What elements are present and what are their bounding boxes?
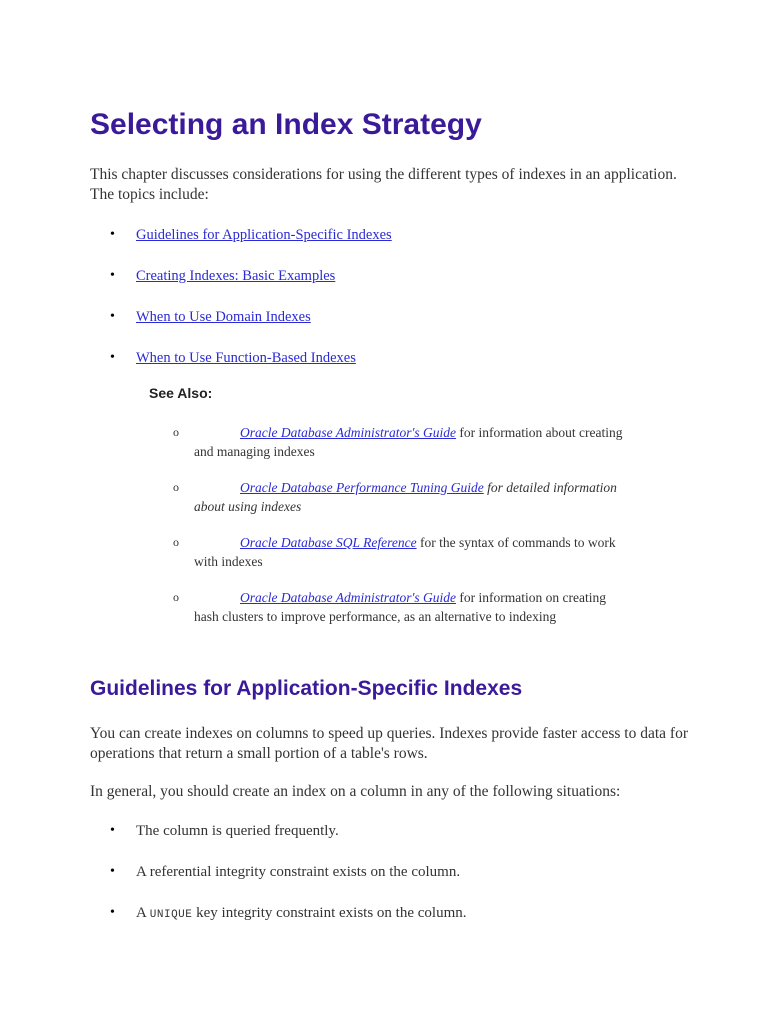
bullet-icon: • xyxy=(110,309,115,324)
section-heading: Guidelines for Application-Specific Indexes xyxy=(90,677,523,700)
situation-text-suffix: key integrity constraint exists on the column. xyxy=(192,905,467,921)
situation-text xyxy=(136,903,467,925)
topic-link-function-based-indexes[interactable]: When to Use Function-Based Indexes xyxy=(136,350,356,366)
see-also-link-admin-guide-hash[interactable]: Oracle Database Administrator's Guide xyxy=(240,590,457,605)
see-also-item-text: for the syntax of commands to work with indexes xyxy=(194,535,616,569)
see-also-item-body xyxy=(194,478,633,516)
see-also-heading: See Also: xyxy=(149,385,213,401)
code-keyword: UNIQUE xyxy=(149,909,193,921)
situation-text: A referential integrity constraint exists on the column. xyxy=(136,864,461,880)
see-also-item-text: for information about creating and managing indexes xyxy=(194,425,623,459)
bullet-icon: • xyxy=(110,905,115,920)
see-also-item-body xyxy=(194,588,633,626)
see-also-item xyxy=(173,533,633,571)
list-marker: o xyxy=(173,590,179,604)
list-marker: o xyxy=(173,425,179,439)
see-also-item xyxy=(173,478,633,516)
list-marker: o xyxy=(173,480,179,494)
see-also-item-text: for detailed information about using indexes xyxy=(194,480,617,514)
section-paragraph: You can create indexes on columns to speed up queries. Indexes provide faster access to data for operations that return a small portion of a table's rows. xyxy=(90,725,688,762)
topic-link-guidelines[interactable]: Guidelines for Application-Specific Indexes xyxy=(136,227,392,243)
bullet-icon: • xyxy=(110,823,115,838)
bullet-icon: • xyxy=(110,350,115,365)
see-also-link-tuning-guide[interactable]: Oracle Database Performance Tuning Guide xyxy=(240,480,484,495)
see-also-item-text: for information on creating hash clusters to improve performance, as an alternative to indexing xyxy=(194,590,606,624)
see-also-item xyxy=(173,588,633,626)
bullet-icon: • xyxy=(110,268,115,283)
situation-text-prefix: A xyxy=(136,905,150,921)
see-also-item-body xyxy=(194,423,633,461)
page-title: Selecting an Index Strategy xyxy=(90,108,482,141)
intro-paragraph: This chapter discusses considerations for using the different types of indexes in an application. The topics include: xyxy=(90,166,677,203)
section-paragraph: In general, you should create an index on a column in any of the following situations: xyxy=(90,783,621,800)
topic-link-domain-indexes[interactable]: When to Use Domain Indexes xyxy=(136,309,311,325)
see-also-link-admin-guide[interactable]: Oracle Database Administrator's Guide xyxy=(240,425,457,440)
topic-link-creating-indexes[interactable]: Creating Indexes: Basic Examples xyxy=(136,268,336,284)
situation-text: The column is queried frequently. xyxy=(136,823,339,839)
list-marker: o xyxy=(173,535,179,549)
bullet-icon: • xyxy=(110,227,115,242)
see-also-item xyxy=(173,423,633,461)
see-also-item-body xyxy=(194,533,633,571)
see-also-link-sql-reference[interactable]: Oracle Database SQL Reference xyxy=(240,535,417,550)
bullet-icon: • xyxy=(110,864,115,879)
